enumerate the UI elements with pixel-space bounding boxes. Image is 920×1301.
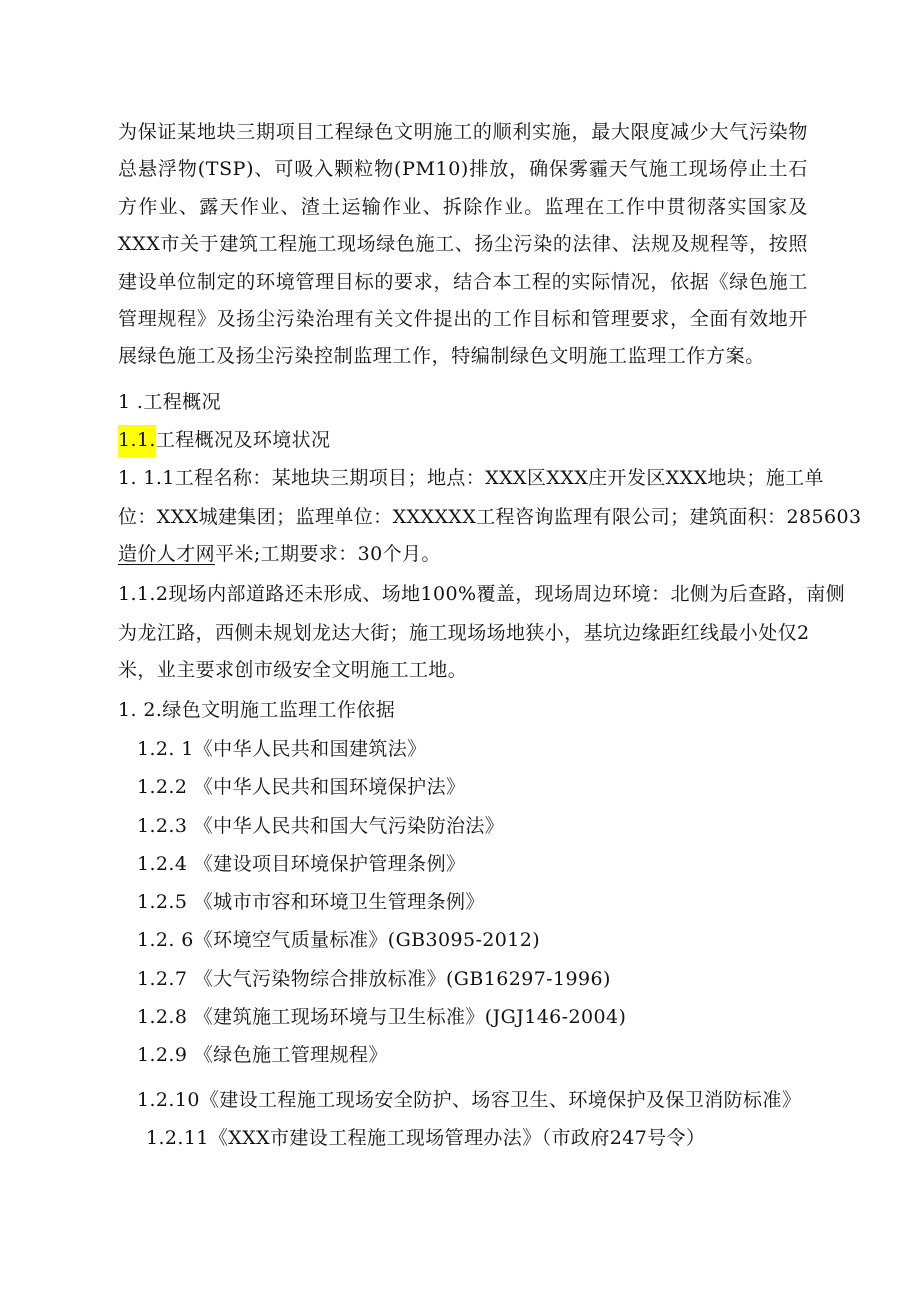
para-1-1-2-line-2: 为龙江路，西侧未规划龙达大街；施工现场场地狭小，基坑边缘距红线最小处仅2 — [118, 622, 810, 644]
basis-item: 1.2. 1《中华人民共和国建筑法》 — [137, 738, 427, 760]
basis-item: 1.2. 6《环境空气质量标准》(GB3095-2012) — [137, 929, 541, 951]
section-1-1-heading — [118, 427, 330, 453]
para-1-1-2-line-3: 米，业主要求创市级安全文明施工工地。 — [118, 659, 468, 681]
section-1-2-heading: 1. 2.绿色文明施工监理工作依据 — [118, 699, 396, 721]
basis-item: 1.2.11《XXX市建设工程施工现场管理办法》（市政府247号令） — [146, 1127, 706, 1149]
basis-item: 1.2.9 《绿色施工管理规程》 — [137, 1044, 388, 1066]
basis-item: 1.2.3 《中华人民共和国大气污染防治法》 — [137, 815, 505, 837]
para-1-1-1-line-1: 1. 1.1工程名称：某地块三期项目；地点：XXX区XXX庄开发区XXX地块；施工单 — [118, 467, 824, 489]
intro-paragraph: 为保证某地块三期项目工程绿色文明施工的顺利实施，最大限度减少大气污染物总悬浮物(TSP)、可吸入颗粒物(PM10)排放，确保雾霾天气施工现场停止土石方作业、露天作业、渣土运输作业、拆除作业。监理在工作中贯彻落实国家及XXX市关于建筑工程施工现场绿色施工、扬尘污染的法律、法规及规程等，按照建设单位制定的环境管理目标的要求，结合本工程的实际情况，依据《绿色施工管理规程》及扬尘污染治理有关文件提出的工作目标和管理要求，全面有效地开展绿色施工及扬尘污染控制监理工作，特编制绿色文明施工监理工作方案。 — [118, 121, 808, 368]
basis-item: 1.2.2 《中华人民共和国环境保护法》 — [137, 776, 466, 798]
section-1-heading: 1 .工程概况 — [118, 391, 221, 413]
basis-item: 1.2.5 《城市市容和环境卫生管理条例》 — [137, 891, 485, 913]
section-1-1-title: 工程概况及环境状况 — [155, 429, 331, 451]
para-1-1-1-line-3-rest: 平米;工期要求：30个月。 — [215, 543, 441, 565]
para-1-1-1-line-2: 位：XXX城建集团；监理单位：XXXXXX工程咨询监理有限公司；建筑面积：285603 — [118, 506, 862, 528]
para-1-1-2-line-1: 1.1.2现场内部道路还未形成、场地100%覆盖，现场周边环境：北侧为后查路，南侧 — [118, 583, 846, 605]
underlined-watermark-text: 造价人才网 — [118, 543, 216, 565]
basis-item: 1.2.8 《建筑施工现场环境与卫生标准》(JGJ146-2004) — [137, 1006, 627, 1028]
para-1-1-1-line-3 — [118, 541, 441, 567]
highlighted-section-number: 1.1. — [118, 425, 156, 457]
basis-item: 1.2.7 《大气污染物综合排放标准》(GB16297-1996) — [137, 968, 611, 990]
basis-item: 1.2.10《建设工程施工现场安全防护、场容卫生、环境保护及保卫消防标准》 — [137, 1089, 802, 1111]
basis-item: 1.2.4 《建设项目环境保护管理条例》 — [137, 853, 466, 875]
